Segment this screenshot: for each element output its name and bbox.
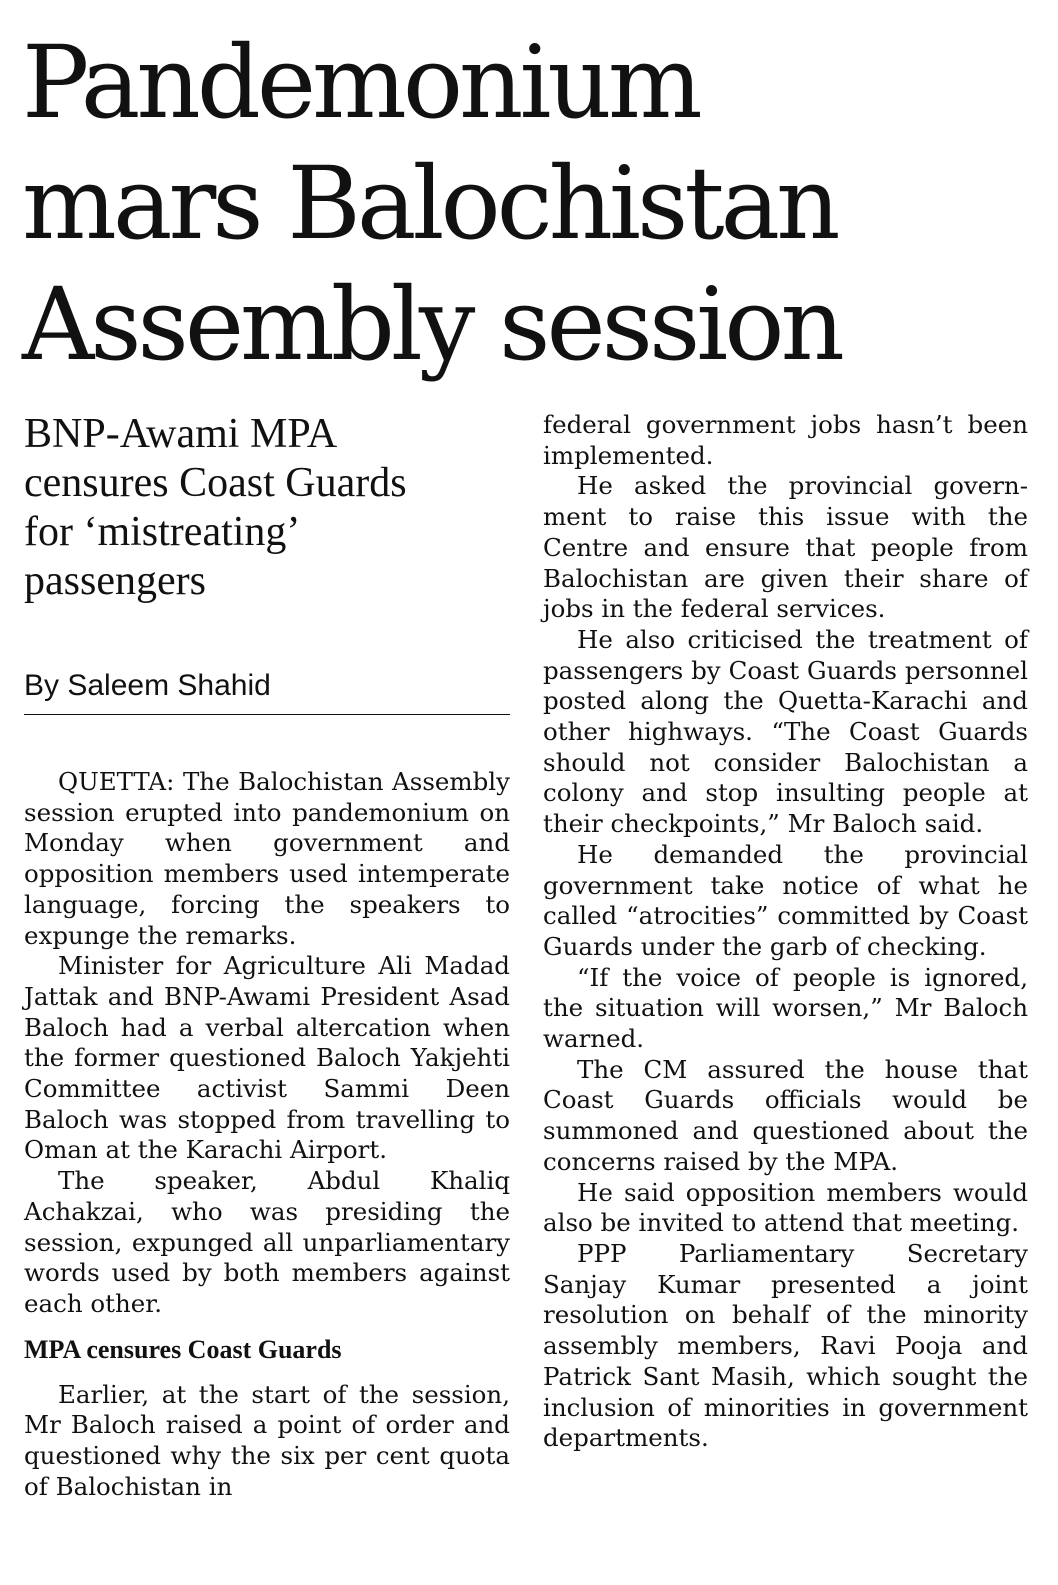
paragraph: QUETTA: The Balochistan Assembly session erupted into pandemonium on Monday when government and opposition members used intemperate language, forcing the speakers to expunge the remarks.	[24, 767, 510, 950]
paragraph: He demanded the provincial government take notice of what he called “atrocities” committed by Coast Guards under the garb of checking.	[543, 839, 1028, 961]
paragraph: He said opposition members would also be invited to attend that meeting.	[543, 1177, 1028, 1238]
subheadline-line: passengers	[24, 558, 206, 604]
article-body-right	[543, 410, 1028, 1454]
left-column	[24, 410, 510, 1502]
crosshead: MPA censures Coast Guards	[24, 1334, 342, 1364]
headline-line: Assembly session	[22, 266, 841, 383]
subheadline	[24, 410, 510, 606]
byline: By Saleem Shahid	[24, 668, 510, 715]
subheadline-line: for ‘mistreating’	[24, 509, 301, 555]
paragraph: The speaker, Abdul Khaliq Achakzai, who was presiding the session, expunged all unparliamentary words used by both members against each other.	[24, 1166, 510, 1318]
paragraph: The CM assured the house that Coast Guards officials would be summoned and questioned about the concerns raised by the MPA.	[543, 1054, 1028, 1176]
subheadline-line: BNP-Awami MPA	[24, 411, 338, 457]
paragraph: Earlier, at the start of the session, Mr Baloch raised a point of order and questioned why the six per cent quota of Balochistan in	[24, 1379, 510, 1501]
paragraph: He asked the provincial government to raise this issue with the Centre and ensure that people from Balochistan are given their share of jobs in the federal services.	[543, 471, 1028, 624]
paragraph: He also criticised the treatment of passengers by Coast Guards personnel posted along the Quetta-Karachi and other highways. “The Coast Guards should not consider Balochistan a colony and stop insulting people at their checkpoints,” Mr Baloch said.	[543, 624, 1028, 839]
subheadline-line: censures Coast Guards	[24, 460, 407, 506]
paragraph: “If the voice of people is ignored, the situation will worsen,” Mr Baloch warned.	[543, 962, 1028, 1054]
right-column	[543, 410, 1028, 1454]
headline-line: mars Balochistan	[22, 145, 837, 262]
article-body-left	[24, 767, 510, 1502]
headline	[22, 22, 1042, 385]
paragraph: PPP Parliamentary Secretary Sanjay Kumar presented a joint resolution on behalf of the minority assembly members, Ravi Pooja and Patrick Sant Masih, which sought the inclusion of minorities in government departments.	[543, 1238, 1028, 1453]
paragraph-continued: federal government jobs hasn’t been implemented.	[543, 410, 1028, 470]
paragraph: Minister for Agriculture Ali Madad Jattak and BNP-Awami President Asad Baloch had a verbal altercation when the former questioned Baloch Yakjehti Committee activist Sammi Deen Baloch was stopped from travelling to Oman at the Karachi Airport.	[24, 951, 510, 1165]
headline-line: Pandemonium	[22, 24, 699, 141]
